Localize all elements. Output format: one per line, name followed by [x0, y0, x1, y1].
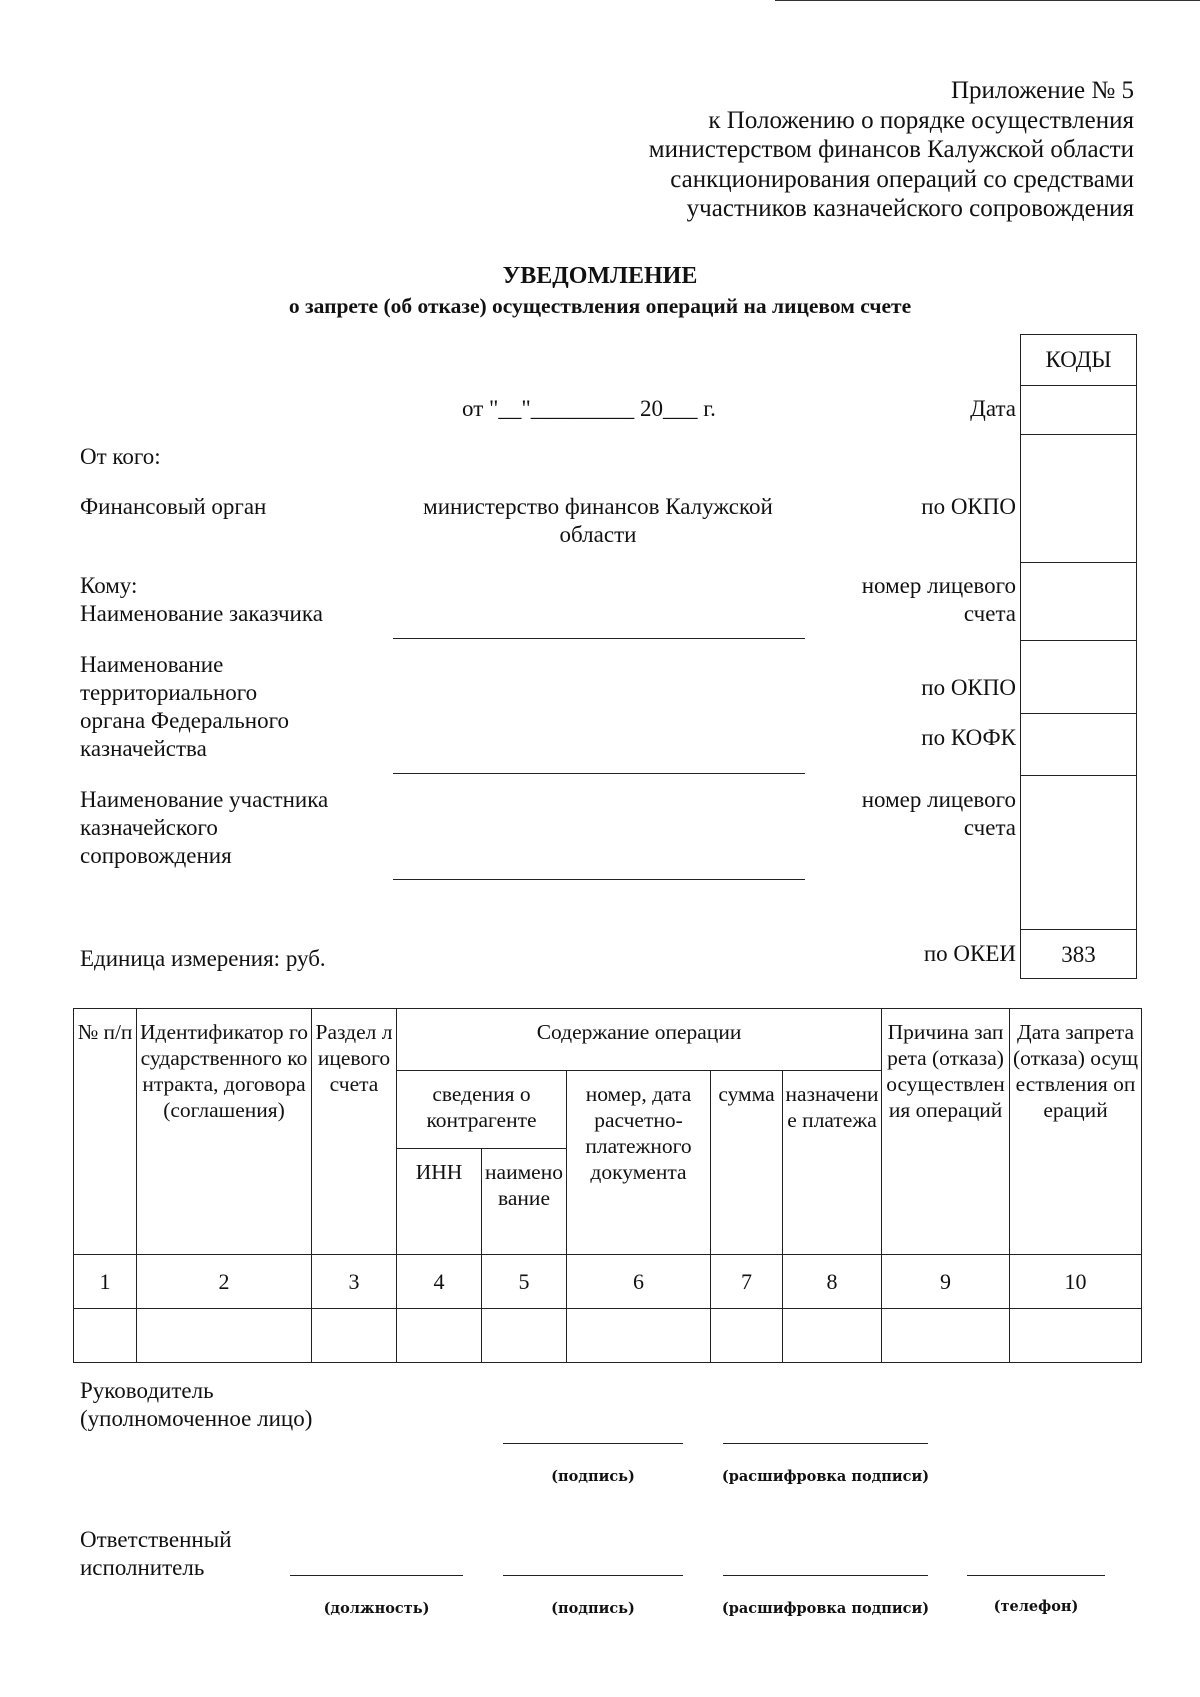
unit-label: Единица измерения: руб. [80, 946, 326, 971]
column-number: 8 [783, 1255, 882, 1309]
to-label-text: Кому: [80, 573, 138, 598]
appendix-line: Приложение № 5 [950, 77, 1134, 104]
account2-label-line: счета [963, 815, 1016, 840]
participant-label-line: сопровождения [80, 843, 232, 868]
code-date-cell[interactable] [1021, 385, 1136, 434]
codes-header: КОДЫ [1045, 347, 1112, 372]
head-label-line: Руководитель [80, 1378, 214, 1403]
code-account1-cell[interactable] [1021, 562, 1136, 640]
territorial-label [80, 651, 289, 763]
document-title: УВЕДОМЛЕНИЕ [502, 263, 698, 289]
decoding-caption: (расшифровка подписи) [721, 1600, 930, 1617]
territorial-label-line: органа Федерального [80, 708, 289, 733]
column-number: 4 [397, 1255, 482, 1309]
decoding-caption: (расшифровка подписи) [721, 1468, 930, 1485]
header-purpose: назначение платежа [783, 1071, 882, 1255]
account1-label-line: номер лицевого [861, 573, 1016, 598]
column-number: 9 [882, 1255, 1010, 1309]
table-cell[interactable] [482, 1309, 567, 1363]
head-label-line: (уполномоченное лицо) [80, 1406, 313, 1431]
code-okei-cell[interactable]: 383 [1021, 929, 1136, 978]
header-reason: Причина запрета (отказа) осуществления операций [882, 1009, 1010, 1255]
kofk-label: по КОФК [921, 725, 1016, 750]
column-number: 5 [482, 1255, 567, 1309]
signature-caption: (подпись) [551, 1600, 635, 1617]
appendix-line: участников казначейского сопровождения [686, 195, 1134, 222]
head-signature-line[interactable] [503, 1443, 683, 1444]
date-label: Дата [970, 396, 1016, 421]
phone-line[interactable] [967, 1575, 1105, 1576]
account2-label-line: номер лицевого [861, 787, 1016, 812]
appendix-line: санкционирования операций со средствами [670, 165, 1134, 193]
code-okpo2-cell[interactable] [1021, 640, 1136, 713]
appendix-line: к Положению о порядке осуществления [708, 106, 1134, 134]
table-cell[interactable] [783, 1309, 882, 1363]
territorial-label-line: территориального [80, 680, 258, 705]
column-number: 3 [312, 1255, 397, 1309]
codes-box [1020, 334, 1137, 979]
header-sum: сумма [711, 1071, 783, 1255]
participant-label-line: Наименование участника [80, 787, 329, 812]
header-contract-id: Идентификатор государственного контракта, договора (соглашения) [137, 1009, 312, 1255]
executor-label-line: исполнитель [80, 1555, 205, 1580]
header-ban-date: Дата запрета (отказа) осуществления операций [1010, 1009, 1142, 1255]
signature-caption: (подпись) [551, 1468, 635, 1485]
executor-decoding-line[interactable] [723, 1575, 928, 1576]
scan-top-edge [775, 0, 1200, 1]
table-cell[interactable] [312, 1309, 397, 1363]
document-subtitle: о запрете (об отказе) осуществления операций на лицевом счете [288, 294, 912, 318]
header-payment-doc: номер, дата расчетно-платежного документа [567, 1071, 711, 1255]
okpo2-label: по ОКПО [921, 675, 1016, 700]
table-cell[interactable] [1010, 1309, 1142, 1363]
customer-label: Наименование заказчика [80, 601, 323, 626]
position-caption: (должность) [323, 1600, 430, 1617]
table-cell[interactable] [137, 1309, 312, 1363]
column-number: 7 [711, 1255, 783, 1309]
account2-label [800, 786, 1016, 842]
okpo1-label: по ОКПО [921, 494, 1016, 519]
fin-body-value-line: министерство финансов Калужской [423, 494, 773, 519]
operations-table [73, 1008, 1142, 1363]
appendix-line: министерством финансов Калужской области [648, 136, 1134, 163]
participant-name-line[interactable] [393, 879, 805, 880]
code-kofk-cell[interactable] [1021, 713, 1136, 775]
participant-label-line: казначейского [80, 815, 218, 840]
from-label: От кого: [80, 444, 161, 469]
to-label [80, 572, 323, 628]
appendix-reference [649, 76, 1134, 224]
head-decoding-line[interactable] [723, 1443, 928, 1444]
header-no: № п/п [74, 1009, 137, 1255]
column-number: 1 [74, 1255, 137, 1309]
header-section: Раздел лицевого счета [312, 1009, 397, 1255]
table-cell[interactable] [711, 1309, 783, 1363]
code-account2-cell[interactable] [1021, 775, 1136, 929]
phone-caption: (телефон) [993, 1598, 1079, 1615]
account1-label [800, 572, 1016, 628]
table-cell[interactable] [567, 1309, 711, 1363]
territorial-label-line: Наименование [80, 652, 224, 677]
account1-label-line: счета [963, 601, 1016, 626]
column-number: 6 [567, 1255, 711, 1309]
position-line[interactable] [290, 1575, 463, 1576]
fin-body-value [393, 493, 803, 549]
column-number: 2 [137, 1255, 312, 1309]
header-counterparty-name: наименование [482, 1149, 567, 1255]
participant-label [80, 786, 328, 870]
code-okpo1-cell[interactable] [1021, 434, 1136, 562]
table-cell[interactable] [74, 1309, 137, 1363]
territorial-name-line[interactable] [393, 773, 805, 774]
territorial-label-line: казначейства [80, 736, 207, 761]
executor-label-line: Ответственный [80, 1527, 232, 1552]
fin-body-label: Финансовый орган [80, 494, 267, 519]
customer-name-line[interactable] [393, 638, 805, 639]
header-counterparty: сведения о контрагенте [397, 1071, 567, 1149]
date-line[interactable]: от "__"_________ 20___ г. [462, 396, 716, 421]
header-inn: ИНН [397, 1149, 482, 1255]
executor-signature-line[interactable] [503, 1575, 683, 1576]
executor-label [80, 1526, 232, 1582]
head-label [80, 1377, 312, 1433]
fin-body-value-line: области [559, 522, 637, 547]
table-cell[interactable] [882, 1309, 1010, 1363]
column-number: 10 [1010, 1255, 1142, 1309]
header-operation-content: Содержание операции [397, 1009, 882, 1071]
table-cell[interactable] [397, 1309, 482, 1363]
okei-label: по ОКЕИ [923, 941, 1016, 966]
